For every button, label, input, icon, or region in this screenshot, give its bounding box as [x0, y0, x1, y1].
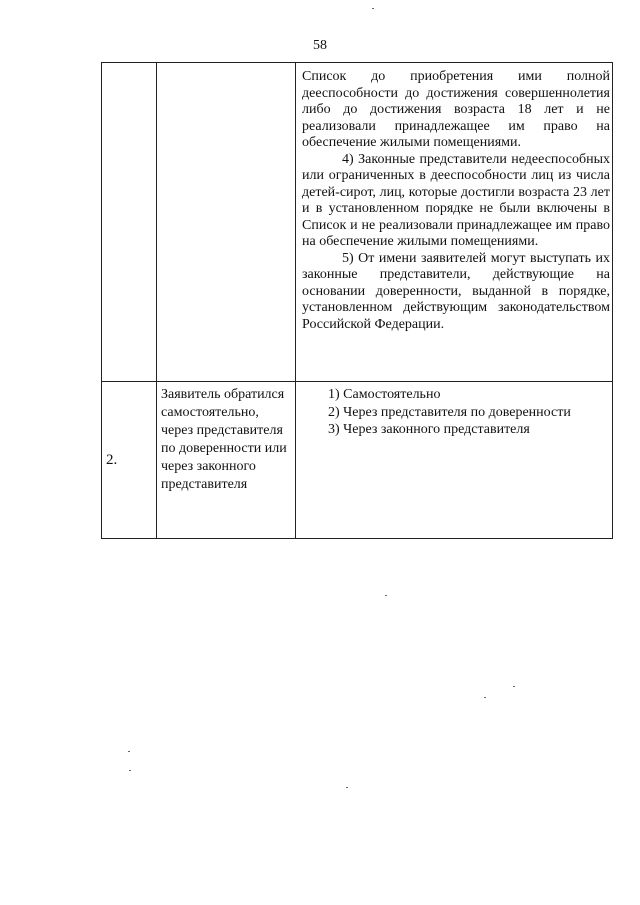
- row-number-cell: [102, 63, 157, 382]
- list-item: 3) Через законного представителя: [328, 422, 530, 437]
- condition-cell: [157, 63, 296, 382]
- scan-speck: [128, 751, 130, 752]
- scan-speck: [129, 770, 131, 771]
- scan-speck: [372, 8, 374, 9]
- scan-speck: [346, 787, 348, 788]
- description-cell: [296, 63, 613, 382]
- table-row: [102, 63, 613, 382]
- page-number: 58: [313, 38, 327, 53]
- list-item: 1) Самостоятельно: [328, 387, 441, 402]
- condition-cell: Заявитель обратился самостоятельно, через представителя по доверенности или через законного представителя: [157, 382, 296, 539]
- scan-speck: [513, 686, 515, 687]
- paragraph-item-5: 5) От имени заявителей могут выступать их законные представители, действующие на основании доверенности, выданной в порядке, установленном действующим законодательством Российской Федерации.: [302, 250, 610, 332]
- options-list: [300, 386, 608, 439]
- scan-speck: [484, 697, 486, 698]
- criteria-table: [101, 62, 613, 539]
- options-cell: [296, 382, 613, 539]
- paragraph-item-4: 4) Законные представители недееспособных или ограниченных в дееспособности лиц из числа детей-сирот, лиц, которые достигли возраста 23 лет и в установленном порядке не были включены в Список и не реализовали принадлежащее им право на обеспечение жилыми помещениями.: [302, 151, 610, 249]
- row-number-cell: 2.: [102, 382, 157, 539]
- scan-speck: [385, 595, 387, 596]
- table-row: [102, 382, 613, 539]
- list-item: 2) Через представителя по доверенности: [328, 404, 571, 420]
- paragraph-continued: Список до приобретения ими полной дееспособности до достижения совершеннолетия либо до достижения возраста 18 лет и не реализовали принадлежащее им право на обеспечение жилыми помещениями.: [302, 69, 610, 150]
